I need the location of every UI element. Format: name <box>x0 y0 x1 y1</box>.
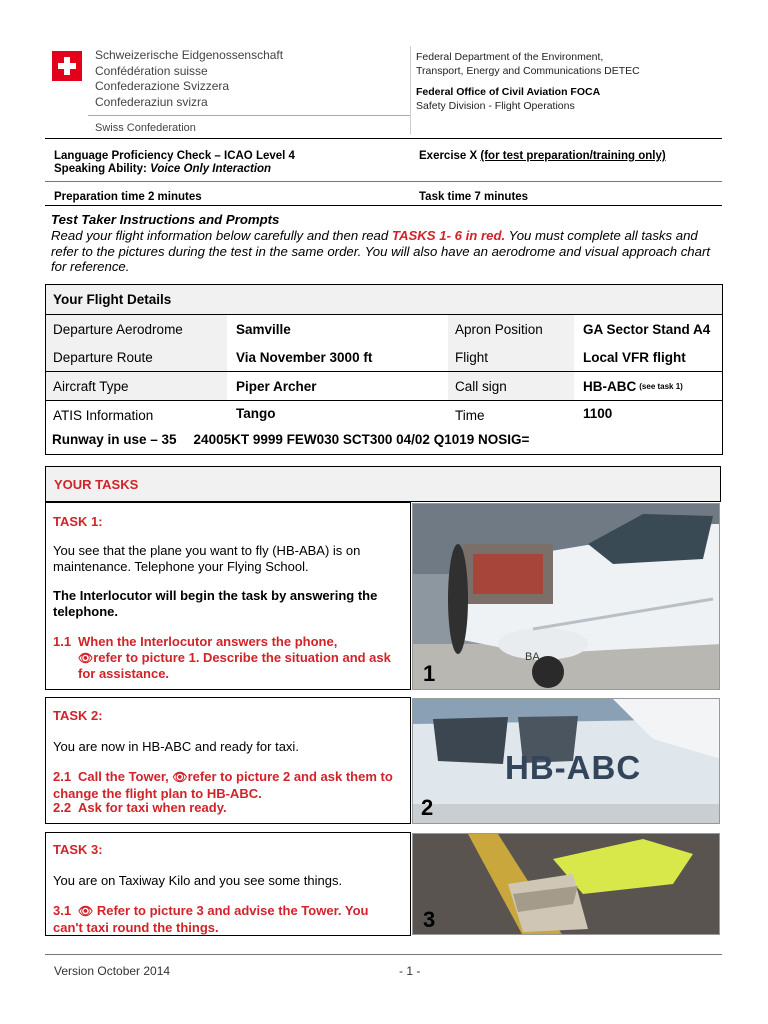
label-apron-position: Apron Position <box>448 315 574 343</box>
flight-details-heading: Your Flight Details <box>53 292 172 307</box>
swiss-flag-logo <box>52 51 82 81</box>
speaking-label: Speaking Ability: <box>54 163 147 175</box>
value-apron-position: GA Sector Stand A4 <box>583 321 711 337</box>
department-line2: Transport, Energy and Communications DETEC <box>416 64 640 77</box>
task-3-box <box>45 832 411 936</box>
task-2-box <box>45 697 411 824</box>
picture-1 <box>412 503 720 690</box>
task-3-item-1-num: 3.1 <box>53 903 72 918</box>
task-2-item-2 <box>53 800 398 816</box>
footer-rule <box>45 954 722 955</box>
confederation-line-it: Confederazione Svizzera <box>95 79 230 93</box>
picture-1-plane-image <box>413 504 720 690</box>
label-departure-aerodrome: Departure Aerodrome <box>46 315 227 343</box>
task-1-box <box>45 502 411 690</box>
eye-icon: 👁 <box>172 770 188 784</box>
task-3-item-1 <box>53 903 398 935</box>
check-title-block <box>54 150 295 176</box>
label-departure-route: Departure Route <box>46 343 227 371</box>
task-1-bold: The Interlocutor will begin the task by answering the telephone. <box>53 588 378 619</box>
picture-2 <box>412 698 720 824</box>
speaking-value: Voice Only Interaction <box>150 163 272 175</box>
time-rule <box>45 205 722 206</box>
instructions-heading: Test Taker Instructions and Prompts <box>51 212 280 227</box>
label-flight: Flight <box>448 343 574 371</box>
runway-in-use: Runway in use – 35 <box>52 432 177 447</box>
instructions-text-a: Read your flight information below carefully and then read <box>51 227 392 243</box>
task-2-item-2-num: 2.2 <box>53 800 72 815</box>
confederation-line-fr: Confédération suisse <box>95 63 208 78</box>
your-tasks-heading: YOUR TASKS <box>54 477 139 492</box>
task-2-item-1-num: 2.1 <box>53 769 72 784</box>
confederation-names <box>95 48 283 110</box>
task-2-item-1-text2: refer to picture 2 and ask them to change the flight plan to HB-ABC. <box>53 769 393 801</box>
picture-2-number: 2 <box>421 795 434 820</box>
label-aircraft-type: Aircraft Type <box>46 372 227 400</box>
label-call-sign: Call sign <box>448 372 574 400</box>
task-3-label: TASK 3: <box>53 842 103 857</box>
exercise-block <box>419 150 666 163</box>
header-divider-left <box>88 115 410 116</box>
department-line1: Federal Department of the Environment, <box>416 51 604 63</box>
task-3-item-1-text: Refer to picture 3 and advise the Tower. You can't taxi round the things. <box>53 903 369 935</box>
call-sign-note: (see task 1) <box>639 381 683 391</box>
value-departure-aerodrome: Samville <box>236 321 291 337</box>
picture-3-taxiway-image <box>413 834 720 935</box>
picture-2-registration: HB-ABC <box>505 749 642 786</box>
eye-icon: 👁 <box>78 904 94 918</box>
your-tasks-heading-box <box>45 466 721 502</box>
flight-details-heading-row <box>46 285 722 314</box>
value-atis: Tango <box>236 406 276 421</box>
exercise-label: Exercise X <box>419 150 478 162</box>
department-block <box>416 51 640 113</box>
value-flight: Local VFR flight <box>583 349 686 365</box>
metar: 24005KT 9999 FEW030 SCT300 04/02 Q1019 NOSIG= <box>193 432 530 447</box>
footer-page-number: - 1 - <box>399 964 421 978</box>
table-row <box>46 400 722 430</box>
task-2-item-1 <box>53 769 398 801</box>
exercise-note: (for test preparation/training only) <box>480 150 666 162</box>
value-time: 1100 <box>583 406 613 421</box>
label-time: Time <box>448 401 574 430</box>
table-row <box>46 371 722 400</box>
task-2-item-2-text: Ask for taxi when ready. <box>78 800 227 815</box>
table-row <box>46 343 722 371</box>
office-name: Federal Office of Civil Aviation FOCA <box>416 86 601 98</box>
title-rule <box>45 181 722 182</box>
value-departure-route: Via November 3000 ft <box>236 349 373 365</box>
runway-info <box>46 430 722 454</box>
swiss-confederation-label: Swiss Confederation <box>95 122 196 134</box>
task-2-label: TASK 2: <box>53 708 103 723</box>
instructions-text-b: You must complete all tasks and refer to the pictures during the test in the same order. You will also have an aerodrome and visual approach chart for reference. <box>51 227 711 275</box>
eye-icon: 👁 <box>78 650 94 665</box>
confederation-line-de: Schweizerische Eidgenossenschaft <box>95 48 284 62</box>
label-atis: ATIS Information <box>46 401 227 430</box>
value-aircraft-type: Piper Archer <box>236 378 317 394</box>
task-2-text: You are now in HB-ABC and ready for taxi. <box>53 739 299 754</box>
instructions-text <box>51 228 719 275</box>
picture-3-number: 3 <box>423 907 436 932</box>
task-2-item-1-text: Call the Tower, <box>78 769 173 784</box>
division-name: Safety Division - Flight Operations <box>416 99 575 112</box>
instructions <box>51 212 719 275</box>
header-rule <box>45 138 722 139</box>
task-1-item-1 <box>53 634 398 682</box>
footer-version: Version October 2014 <box>54 964 171 978</box>
task-1-item-1-text2: refer to picture 1. Describe the situation and ask for assistance. <box>78 649 391 681</box>
picture-1-registration: BA <box>525 651 540 663</box>
task-time: Task time 7 minutes <box>419 191 529 203</box>
task-1-item-1-num: 1.1 <box>53 634 72 649</box>
value-call-sign <box>574 372 720 400</box>
picture-3 <box>412 833 720 935</box>
task-1-item-1-text: When the Interlocutor answers the phone, <box>78 634 338 649</box>
runway-row <box>46 430 722 454</box>
picture-1-number: 1 <box>423 661 436 686</box>
task-1-label: TASK 1: <box>53 514 103 529</box>
prep-time: Preparation time 2 minutes <box>54 191 202 203</box>
confederation-line-rm: Confederaziun svizra <box>95 94 208 109</box>
flight-details-table <box>45 284 723 455</box>
table-row <box>46 314 722 343</box>
instructions-tasks-red: TASKS 1- 6 in red. <box>391 227 506 243</box>
task-1-text: You see that the plane you want to fly (HB-ABA) is on maintenance. Telephone your Flying School. <box>53 543 361 574</box>
header-vertical-divider <box>410 46 411 134</box>
task-3-text: You are on Taxiway Kilo and you see some things. <box>53 873 343 888</box>
check-title: Language Proficiency Check – ICAO Level 4 <box>54 150 295 162</box>
call-sign-text: HB-ABC <box>583 378 637 394</box>
